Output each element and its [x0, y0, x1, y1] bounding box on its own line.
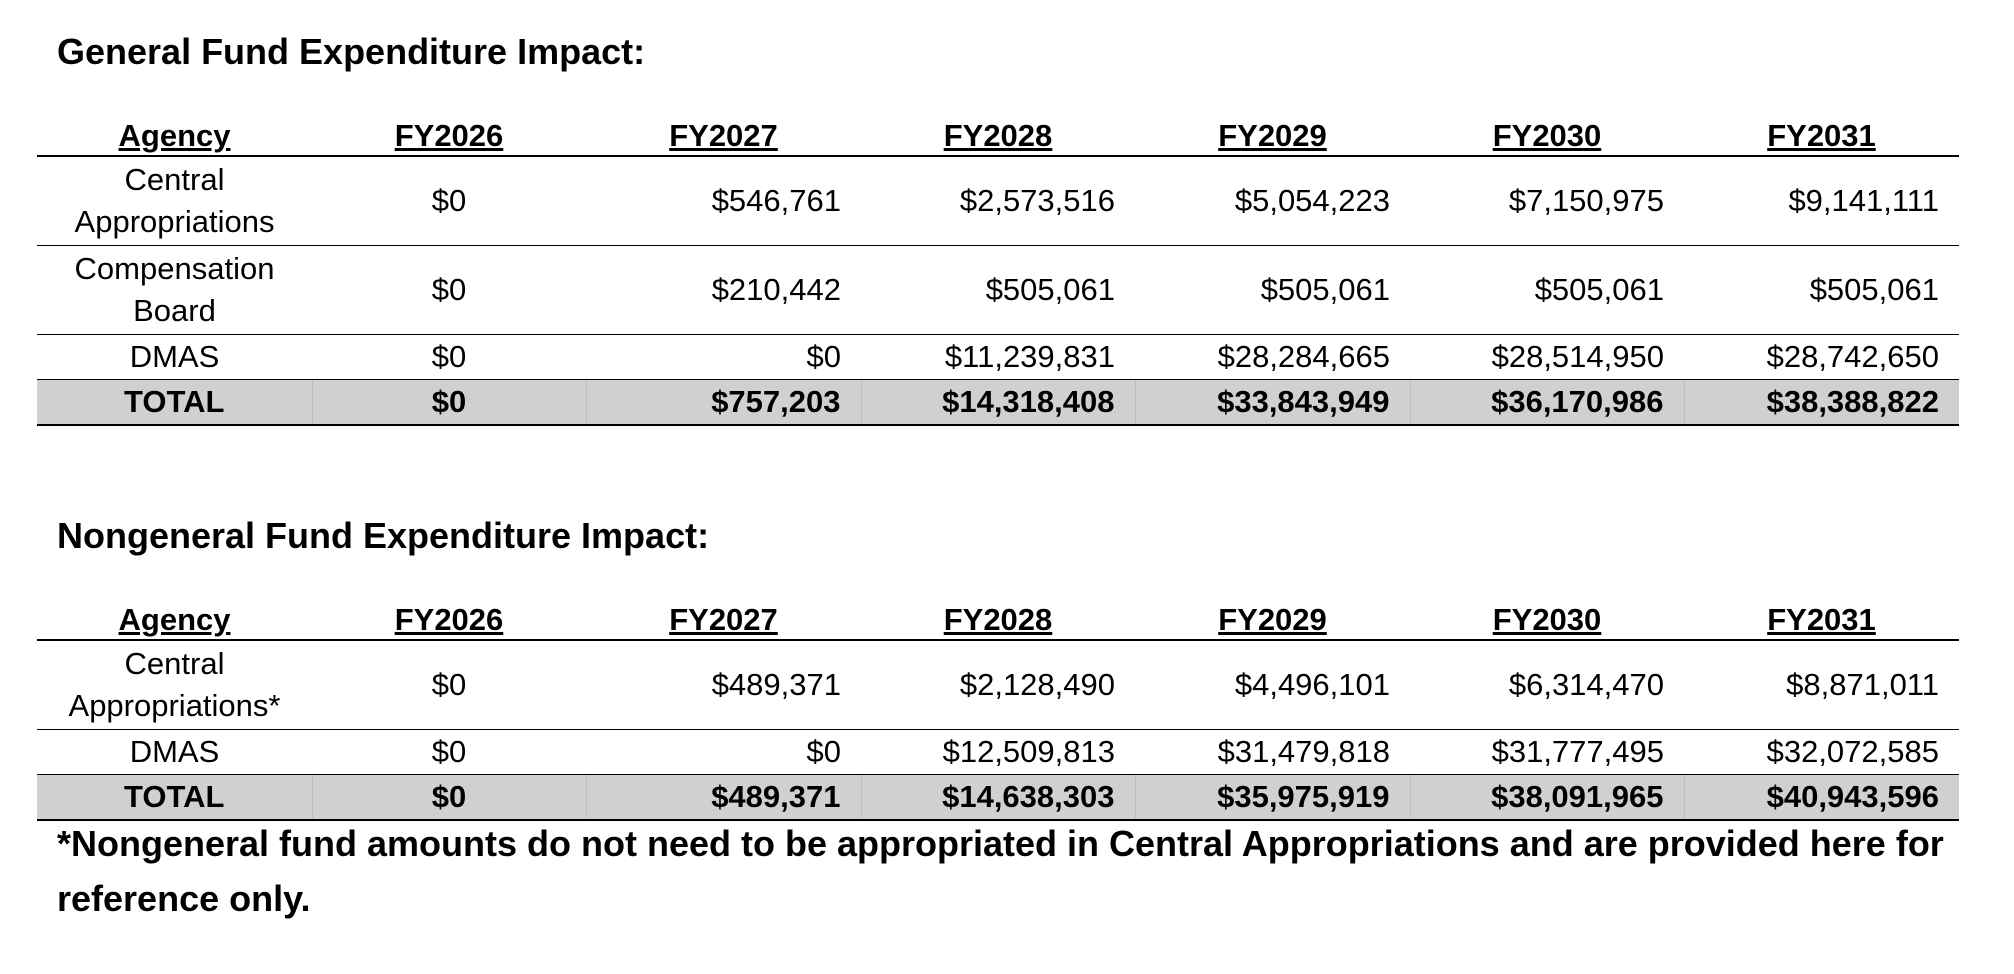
- value-cell: $2,573,516: [861, 156, 1135, 246]
- column-header-fy2031: FY2031: [1684, 594, 1959, 640]
- column-header-fy2030: FY2030: [1410, 110, 1684, 156]
- total-value-cell: $33,843,949: [1135, 380, 1410, 426]
- footnote: *Nongeneral fund amounts do not need to be appropriated in Central Appropriations and are provided here for reference only.: [57, 823, 1944, 919]
- table-row: [37, 335, 1959, 380]
- value-cell: $7,150,975: [1410, 156, 1684, 246]
- general-fund-title: General Fund Expenditure Impact:: [57, 31, 646, 72]
- value-cell: $28,742,650: [1684, 335, 1959, 380]
- total-value-cell: $757,203: [586, 380, 861, 426]
- nongeneral-fund-title: Nongeneral Fund Expenditure Impact:: [57, 515, 710, 556]
- column-header-fy2029: FY2029: [1135, 594, 1410, 640]
- total-value-cell: $14,638,303: [861, 775, 1135, 821]
- column-header-fy2031: FY2031: [1684, 110, 1959, 156]
- value-cell: $505,061: [1135, 246, 1410, 335]
- column-header-fy2026: FY2026: [312, 594, 586, 640]
- table-row: [37, 640, 1959, 730]
- table-row: [37, 156, 1959, 246]
- total-value-cell: $0: [312, 380, 586, 426]
- total-label: TOTAL: [37, 380, 312, 426]
- total-label: TOTAL: [37, 775, 312, 821]
- value-cell: $0: [586, 730, 861, 775]
- value-cell: $505,061: [1410, 246, 1684, 335]
- total-row: [37, 380, 1959, 426]
- total-row: [37, 775, 1959, 821]
- value-cell: $11,239,831: [861, 335, 1135, 380]
- column-header-fy2028: FY2028: [861, 110, 1135, 156]
- column-header-fy2030: FY2030: [1410, 594, 1684, 640]
- value-cell: $28,284,665: [1135, 335, 1410, 380]
- value-cell: $5,054,223: [1135, 156, 1410, 246]
- column-header-fy2027: FY2027: [586, 110, 861, 156]
- table-header-row: [37, 594, 1959, 640]
- table-header-row: [37, 110, 1959, 156]
- general-fund-table: [37, 110, 1959, 426]
- total-value-cell: $38,388,822: [1684, 380, 1959, 426]
- value-cell: $0: [586, 335, 861, 380]
- column-header-agency: Agency: [37, 110, 312, 156]
- table-row: [37, 246, 1959, 335]
- value-cell: $0: [312, 335, 586, 380]
- value-cell: $505,061: [861, 246, 1135, 335]
- column-header-fy2028: FY2028: [861, 594, 1135, 640]
- value-cell: $489,371: [586, 640, 861, 730]
- value-cell: $0: [312, 730, 586, 775]
- value-cell: $31,479,818: [1135, 730, 1410, 775]
- total-value-cell: $38,091,965: [1410, 775, 1684, 821]
- value-cell: $0: [312, 156, 586, 246]
- total-value-cell: $0: [312, 775, 586, 821]
- value-cell: $9,141,111: [1684, 156, 1959, 246]
- value-cell: $8,871,011: [1684, 640, 1959, 730]
- agency-cell: DMAS: [37, 730, 312, 775]
- total-value-cell: $14,318,408: [861, 380, 1135, 426]
- agency-cell: Compensation Board: [37, 246, 312, 335]
- table-row: [37, 730, 1959, 775]
- value-cell: $2,128,490: [861, 640, 1135, 730]
- total-value-cell: $489,371: [586, 775, 861, 821]
- agency-cell: DMAS: [37, 335, 312, 380]
- nongeneral-fund-table: [37, 594, 1959, 821]
- column-header-fy2026: FY2026: [312, 110, 586, 156]
- total-value-cell: $40,943,596: [1684, 775, 1959, 821]
- total-value-cell: $35,975,919: [1135, 775, 1410, 821]
- value-cell: $32,072,585: [1684, 730, 1959, 775]
- value-cell: $31,777,495: [1410, 730, 1684, 775]
- total-value-cell: $36,170,986: [1410, 380, 1684, 426]
- value-cell: $12,509,813: [861, 730, 1135, 775]
- value-cell: $546,761: [586, 156, 861, 246]
- agency-cell: Central Appropriations*: [37, 640, 312, 730]
- value-cell: $210,442: [586, 246, 861, 335]
- value-cell: $0: [312, 246, 586, 335]
- column-header-fy2029: FY2029: [1135, 110, 1410, 156]
- value-cell: $4,496,101: [1135, 640, 1410, 730]
- value-cell: $28,514,950: [1410, 335, 1684, 380]
- column-header-fy2027: FY2027: [586, 594, 861, 640]
- agency-cell: Central Appropriations: [37, 156, 312, 246]
- column-header-agency: Agency: [37, 594, 312, 640]
- value-cell: $0: [312, 640, 586, 730]
- value-cell: $505,061: [1684, 246, 1959, 335]
- value-cell: $6,314,470: [1410, 640, 1684, 730]
